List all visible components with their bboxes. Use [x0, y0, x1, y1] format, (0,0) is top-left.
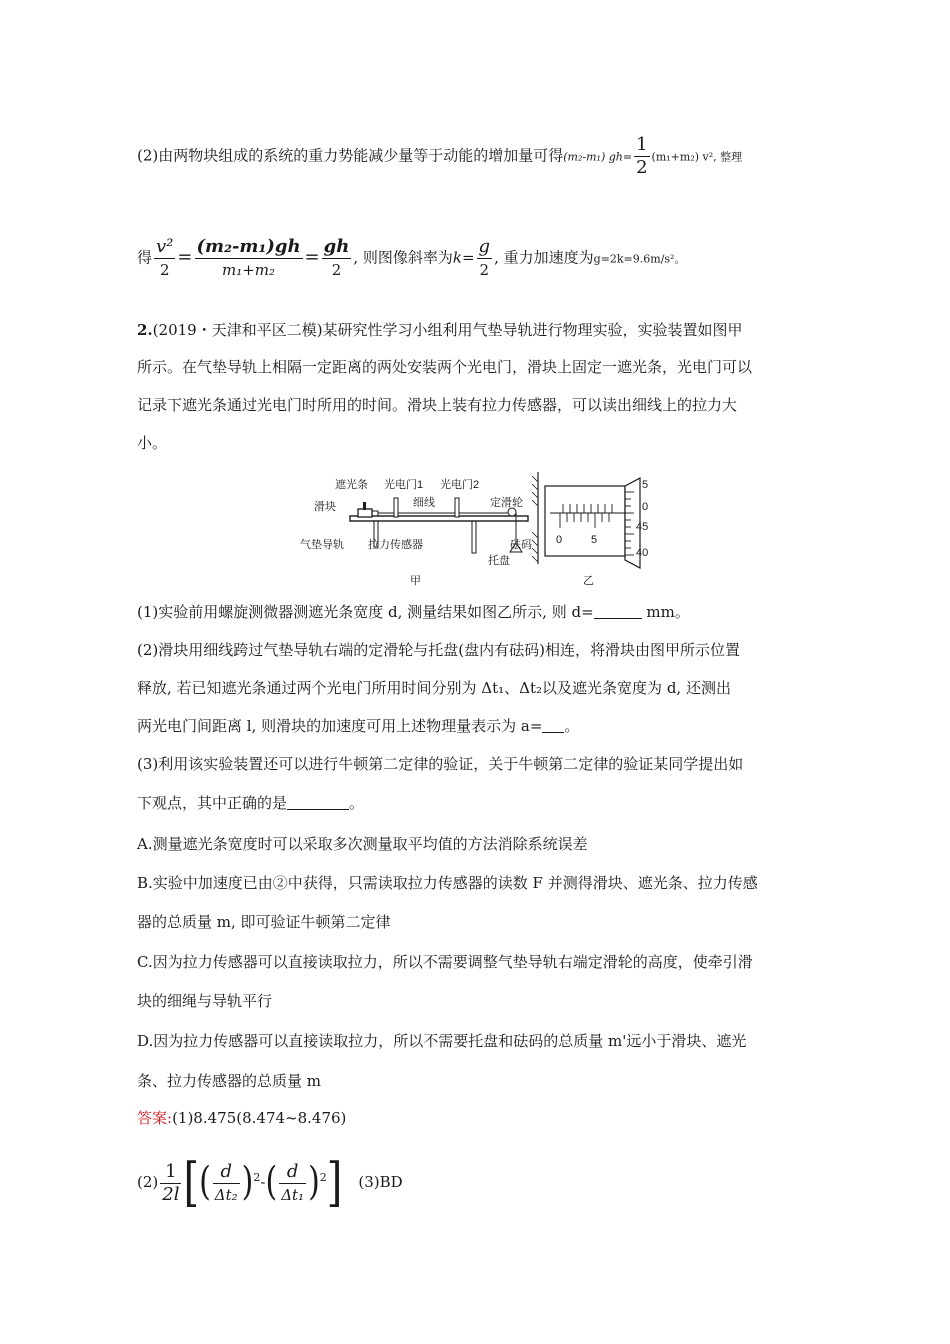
sub-question-3-line-2: 下观点，其中正确的是 。 [137, 794, 365, 812]
svg-text:45: 45 [636, 521, 649, 533]
svg-text:滑块: 滑块 [314, 501, 336, 513]
answer-line-1: 答案:(1)8.475(8.474~8.476) [137, 1109, 347, 1127]
fraction-mass-ratio: $\frac{\text{(m₂-m₁)gh}}{\text{m₁+m₂}}$ [196, 236, 301, 279]
fraction-g-over-2: $\frac{g}{2}$ [478, 236, 491, 279]
photogate-1 [394, 498, 398, 517]
derivation-line-1: (2)由两物块组成的系统的重力势能减少量等于动能的增加量可得(m₂-m₁) gh= $\frac{1}{2}$ (m₁+m₂) v², 整理 [137, 134, 743, 178]
sub-question-2-line-3: 两光电门间距离 l, 则滑块的加速度可用上述物理量表示为 a= 。 [137, 717, 580, 735]
sub-question-3-line-1: (3)利用该实验装置还可以进行牛顿第二定律的验证，关于牛顿第二定律的验证某同学提出如 [137, 755, 744, 773]
main-scale-ticks [560, 504, 612, 528]
svg-text:砝码: 砝码 [510, 539, 532, 551]
shading-strip [363, 502, 366, 510]
experiment-figure [300, 468, 660, 590]
option-d-line-2: 条、拉力传感器的总质量 m [137, 1072, 321, 1090]
svg-text:乙: 乙 [583, 575, 594, 587]
fraction-1-over-2l: $\frac{1}{2l}$ [162, 1160, 180, 1205]
svg-text:5: 5 [591, 534, 598, 546]
svg-text:气垫导轨: 气垫导轨 [300, 539, 344, 551]
answer-blank-d[interactable] [594, 618, 642, 619]
fraction-v2-over-2: $\frac{\text{v²}}{2}$ [156, 236, 174, 279]
question-number: 2. [137, 321, 153, 339]
slider-block [358, 509, 372, 517]
answer-blank-a[interactable] [542, 732, 564, 733]
option-c-line-1: C.因为拉力传感器可以直接读取拉力，所以不需要调整气垫导轨右端定滑轮的高度，使牵引滑 [137, 953, 753, 971]
svg-text:5: 5 [642, 479, 649, 491]
option-a: A.测量遮光条宽度时可以采取多次测量取平均值的方法消除系统误差 [137, 835, 588, 853]
answer-blank-choice[interactable] [287, 809, 349, 810]
svg-text:甲: 甲 [410, 575, 421, 587]
svg-text:40: 40 [636, 547, 649, 559]
question-2-intro-4: 小。 [137, 434, 168, 452]
half-fraction: $\frac{1}{2}$ [636, 134, 648, 178]
fraction-d-over-dt2: $\frac{d}{\text{Δt₂}}$ [214, 1160, 238, 1204]
photogate-2 [455, 498, 459, 517]
energy-expression: (m₂-m₁) gh= [563, 150, 633, 164]
pulley [508, 508, 516, 516]
fraction-d-over-dt1: $\frac{d}{\text{Δt₁}}$ [281, 1160, 305, 1204]
question-2-intro-2: 所示。在气垫导轨上相隔一定距离的两处安装两个光电门，滑块上固定一遮光条，光电门可以 [137, 358, 753, 376]
figure-air-track [300, 477, 532, 587]
option-c-line-2: 块的细绳与导轨平行 [137, 992, 273, 1010]
sub-question-1: (1)实验前用螺旋测微器测遮光条宽度 d, 测量结果如图乙所示, 则 d= mm。 [137, 603, 690, 621]
question-2-intro-1: 2.(2019・天津和平区二模)某研究性学习小组利用气垫导轨进行物理实验，实验装置如图甲 [137, 321, 743, 339]
derivation-line-2: 得 $\frac{\text{v²}}{2}$ = $\frac{\text{(m₂-m₁)gh}}{\text{m₁+m₂}}$ = $\frac{gh}{2}$ , 则图像斜率为k= $\frac{g}{2}$ , 重力加速度为g=2k=9.6m/s²。 [137, 236, 686, 279]
option-b-line-1: B.实验中加速度已由②中获得，只需读取拉力传感器的读数 F 并测得滑块、遮光条、拉力传感 [137, 874, 758, 892]
svg-text:托盘: 托盘 [488, 555, 510, 567]
right-bracket: ] [326, 1153, 343, 1213]
option-b-line-2: 器的总质量 m, 即可验证牛顿第二定律 [137, 913, 391, 931]
svg-text:0: 0 [642, 501, 649, 513]
track-leg-right [472, 521, 476, 553]
sub-question-2-line-1: (2)滑块用细线跨过气垫导轨右端的定滑轮与托盘(盘内有砝码)相连，将滑块由图甲所示位置 [137, 641, 740, 659]
question-2-intro-3: 记录下遮光条通过光电门时所用的时间。滑块上装有拉力传感器，可以读出细线上的拉力大 [137, 396, 738, 414]
svg-text:细线: 细线 [413, 497, 435, 509]
answer-label: 答案: [137, 1109, 173, 1127]
svg-text:遮光条: 遮光条 [335, 479, 368, 491]
svg-text:定滑轮: 定滑轮 [490, 497, 523, 509]
sub-question-2-line-2: 释放, 若已知遮光条通过两个光电门所用时间分别为 Δt₁、Δt₂以及遮光条宽度为 d, 还测出 [137, 679, 731, 697]
figure-micrometer [532, 472, 648, 587]
left-bracket: [ [183, 1153, 200, 1213]
svg-text:拉力传感器: 拉力传感器 [368, 539, 423, 551]
option-d-line-1: D.因为拉力传感器可以直接读取拉力，所以不需要托盘和砝码的总质量 m'远小于滑块、遮光 [137, 1032, 747, 1050]
svg-text:0: 0 [556, 534, 563, 546]
answer-line-2: (2) $\frac{1}{2l}$ [( $\frac{d}{\text{Δt₂}}$ )$^2$-( $\frac{d}{\text{Δt₁}}$ )$^2$] (3)BD [137, 1153, 403, 1213]
svg-text:光电门2: 光电门2 [440, 479, 480, 491]
force-sensor [372, 511, 378, 516]
fraction-gh-over-2: $\frac{gh}{2}$ [323, 236, 350, 279]
air-track-rail [350, 516, 528, 521]
svg-text:光电门1: 光电门1 [384, 479, 424, 491]
